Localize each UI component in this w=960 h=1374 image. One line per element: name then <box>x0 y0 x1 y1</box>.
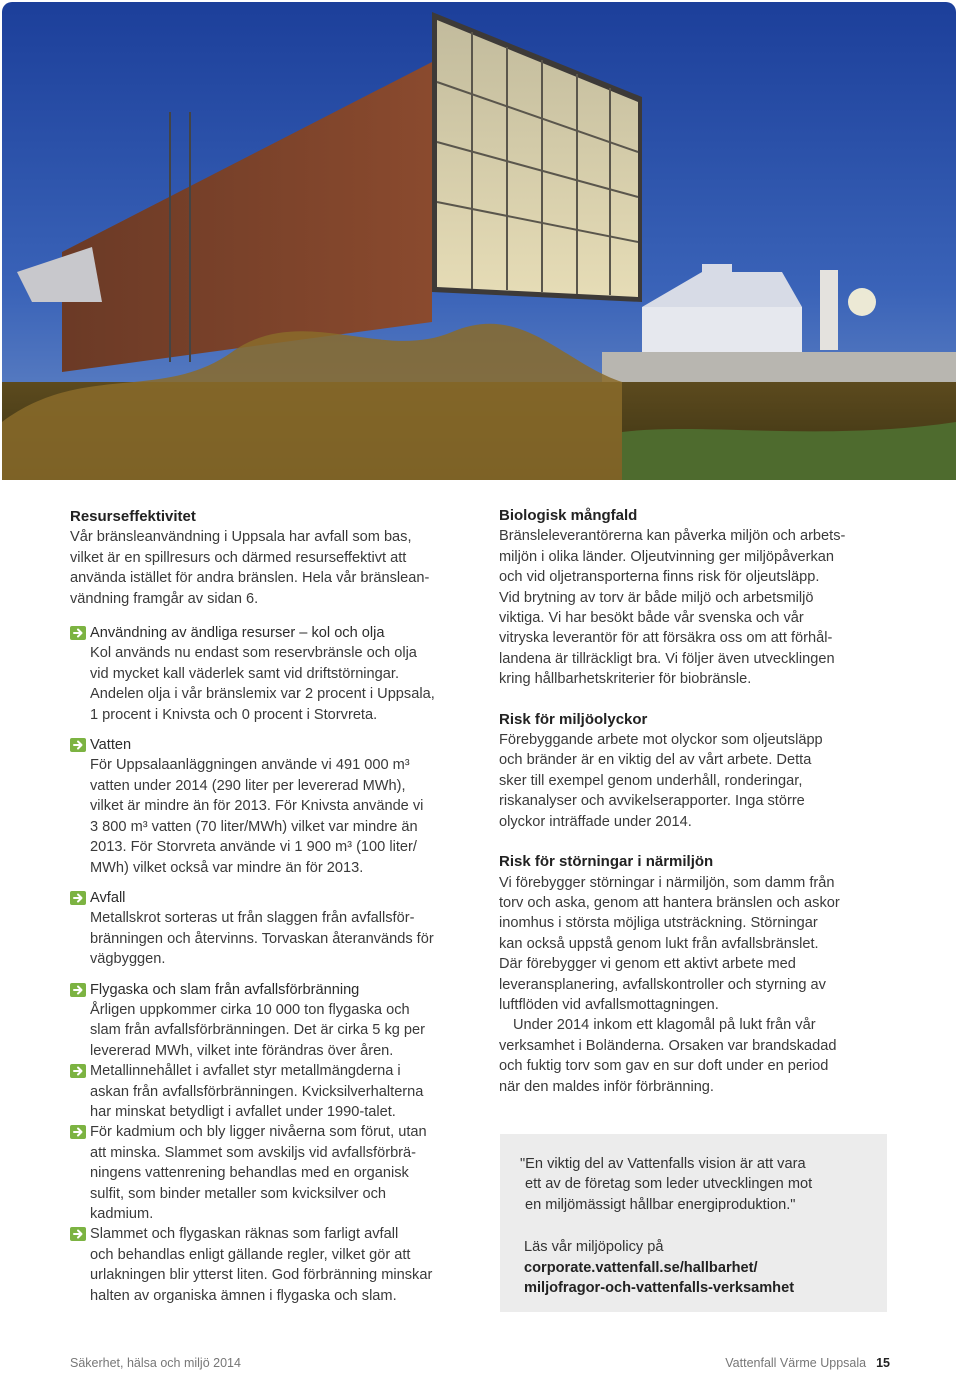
intro-line: Vår bränsleanvändning i Uppsala har avfall som bas, <box>70 529 412 546</box>
bullet-line: Slammet och flygaskan räknas som farligt avfall <box>90 1226 399 1243</box>
bullet-line: levererad MWh, vilket inte förändras över åren. <box>90 1042 394 1059</box>
footer-right-text: Vattenfall Värme Uppsala <box>725 1356 867 1370</box>
bullet-line: För Uppsalaanläggningen använde vi 491 000 m³ <box>90 757 410 774</box>
bullet-item <box>70 1224 470 1306</box>
bullet-line: Andelen olja i vår bränslemix var 2 procent i Uppsala, <box>90 686 435 703</box>
right-column <box>499 506 889 1097</box>
bullet-line: askan från avfallsförbränningen. Kvicksilverhalterna <box>90 1083 424 1100</box>
footer-left-text: Säkerhet, hälsa och miljö 2014 <box>70 1356 241 1370</box>
body-line: Under 2014 inkom ett klagomål på lukt från vår <box>513 1017 816 1034</box>
body-line: Vi förebygger störningar i närmiljön, som damm från <box>499 874 835 891</box>
section-heading-risk-miljoolyckor: Risk för miljöolyckor <box>499 710 648 728</box>
arrow-right-icon <box>70 891 86 905</box>
body-line: riskanalyser och avvikelserapporter. Inga större <box>499 793 805 810</box>
bullet-line: MWh) vilket också var mindre än för 2013. <box>90 859 364 876</box>
body-line: luftflöden vid avfallsmottagningen. <box>499 996 719 1013</box>
bullet-line: 1 procent i Knivsta och 0 procent i Storvreta. <box>90 706 378 723</box>
bullet-line: vid mycket kall väderlek samt vid driftstörningar. <box>90 665 400 682</box>
policy-link-label: Läs vår miljöpolicy på <box>524 1239 664 1255</box>
bullet-line: vatten under 2014 (290 liter per levererad MWh), <box>90 777 406 794</box>
bullet-item <box>70 980 470 1062</box>
bullet-title: Vatten <box>90 737 132 754</box>
body-line: inomhus i största möjliga utsträckning. Störningar <box>499 915 818 932</box>
bullet-item <box>70 1061 470 1122</box>
body-line: när den maldes inför förbränning. <box>499 1078 714 1095</box>
bullet-line: Kol används nu endast som reservbränsle och olja <box>90 645 417 662</box>
bullet-title: Flygaska och slam från avfallsförbränning <box>90 981 360 998</box>
arrow-right-icon <box>70 626 86 640</box>
body-line: Bränsleleverantörerna kan påverka miljön och arbets- <box>499 528 846 545</box>
arrow-right-icon <box>70 983 86 997</box>
policy-link[interactable] <box>524 1258 874 1299</box>
body-line: och bränder är en viktig del av vårt arbete. Detta <box>499 752 812 769</box>
bullet-line: sulfit, som binder metaller som kvicksilver och <box>90 1185 387 1202</box>
arrow-right-icon <box>70 1064 86 1078</box>
bullet-line: bränningen och återvinns. Torvaskan återanvänds för <box>90 930 434 947</box>
bullet-line: vilket är mindre än för 2013. För Knivsta använde vi <box>90 798 424 815</box>
quote-line: ett av de företag som leder utvecklingen mot <box>525 1176 813 1193</box>
body-line: vitryska leverantör för att försäkra oss om att förhål- <box>499 630 833 647</box>
body-line: miljön i olika länder. Oljeutvinning ger miljöpåverkan <box>499 548 835 565</box>
bullet-line: 3 800 m³ vatten (70 liter/MWh) vilket var mindre än <box>90 818 418 835</box>
body-line: verksamhet i Boländerna. Orsaken var brandskadad <box>499 1037 837 1054</box>
bullet-title: Användning av ändliga resurser – kol och olja <box>90 625 385 642</box>
page-number: 15 <box>876 1356 890 1370</box>
body-line: kring hållbarhetskriterier för biobränsle. <box>499 671 752 688</box>
body-line: olyckor inträffade under 2014. <box>499 813 692 830</box>
power-plant-photo <box>2 2 956 480</box>
body-line: viktiga. Vi har besökt både vår svenska och vår <box>499 610 804 627</box>
arrow-right-icon <box>70 1227 86 1241</box>
body-line: Förebyggande arbete mot olyckor som oljeutsläpp <box>499 732 823 749</box>
quote-text <box>520 1154 870 1215</box>
section-heading-biologisk-mangfald: Biologisk mångfald <box>499 507 638 524</box>
bullet-line: halten av organiska ämnen i flygaska och slam. <box>90 1287 397 1304</box>
body-line: Där förebygger vi genom ett aktivt arbete med <box>499 956 796 973</box>
bullet-title: Avfall <box>90 889 126 906</box>
bullet-line: 2013. För Storvreta använde vi 1 900 m³ (100 liter/ <box>90 839 417 856</box>
policy-link-line[interactable]: corporate.vattenfall.se/hallbarhet/ <box>524 1260 758 1276</box>
bullet-line: kadmium. <box>90 1206 154 1222</box>
bullet-line: och behandlas enligt gällande regler, vilket gör att <box>90 1246 411 1263</box>
body-line: kan också uppstå genom lukt från avfallsbränslet. <box>499 935 819 952</box>
body-line: sker till exempel genom underhåll, ronderingar, <box>499 772 803 789</box>
bullet-item <box>70 735 470 878</box>
quote-box <box>500 1134 887 1312</box>
bullet-line: urlakningen blir ytterst liten. God förbränning minskar <box>90 1267 433 1284</box>
bullet-line: För kadmium och bly ligger nivåerna som förut, utan <box>90 1124 427 1141</box>
policy-link-line[interactable]: miljofragor-och-vattenfalls-verksamhet <box>524 1280 795 1297</box>
bullet-item <box>70 1122 470 1224</box>
intro-line: vändning framgår av sidan 6. <box>70 590 259 607</box>
body-line: landena är tillräckligt bra. Vi följer även utvecklingen <box>499 650 835 667</box>
bullet-line: slam från avfallsförbränningen. Det är cirka 5 kg per <box>90 1022 426 1039</box>
body-line: och vid oljetransporterna finns risk för oljeutsläpp. <box>499 569 820 586</box>
body-line: torv och aska, genom att hantera bränslen och askor <box>499 894 840 911</box>
body-line: leveransplanering, avfallskontroller och styrning av <box>499 976 826 993</box>
bullet-item <box>70 888 470 970</box>
arrow-right-icon <box>70 738 86 752</box>
intro-line: vilket är en spillresurs och därmed resurseffektivt att <box>70 549 407 566</box>
bullet-line: har minskat betydligt i avfallet under 1990-talet. <box>90 1103 396 1120</box>
section-heading-risk-storningar: Risk för störningar i närmiljön <box>499 853 714 871</box>
body-line: och fuktig torv som gav en sur doft under en period <box>499 1058 829 1075</box>
section-heading-resurseffektivitet: Resurseffektivitet <box>70 508 196 525</box>
body-line: Vid brytning av torv är både miljö och arbetsmiljö <box>499 589 814 606</box>
left-column <box>70 507 470 1306</box>
bullet-line: ningens vattenrening behandlas med en organisk <box>90 1165 409 1182</box>
arrow-right-icon <box>70 1125 86 1139</box>
quote-line: en miljömässigt hållbar energiproduktion." <box>525 1196 796 1213</box>
bullet-line: vägbyggen. <box>90 951 166 968</box>
bullet-line: Metallinnehållet i avfallet styr metallmängderna i <box>90 1063 401 1080</box>
bullet-line: Årligen uppkommer cirka 10 000 ton flygaska och <box>90 1001 410 1018</box>
cover-photo <box>2 2 956 480</box>
bullet-line: Metallskrot sorteras ut från slaggen från avfallsför- <box>90 910 415 927</box>
intro-line: använda istället för andra bränslen. Hela vår bränslean- <box>70 570 430 587</box>
quote-line: "En viktig del av Vattenfalls vision är att vara <box>520 1156 806 1172</box>
bullet-line: att minska. Slammet som avskiljs vid avfallsförbrä- <box>90 1144 417 1161</box>
footer-right <box>725 1356 890 1370</box>
bullet-item <box>70 623 470 725</box>
